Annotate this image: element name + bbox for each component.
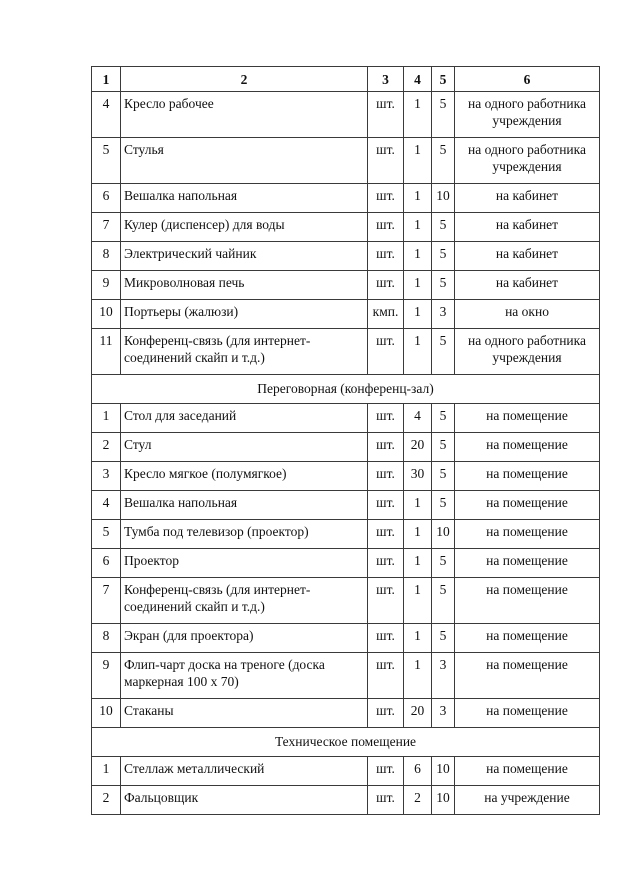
item-name-cell: Электрический чайник	[121, 242, 368, 271]
unit-of-measure-cell: шт.	[368, 624, 404, 653]
service-life-cell: 3	[432, 300, 455, 329]
item-name-cell: Экран (для проектора)	[121, 624, 368, 653]
table-row	[92, 757, 600, 786]
table-row	[92, 271, 600, 300]
quantity-cell: 1	[404, 271, 432, 300]
service-life-cell: 5	[432, 578, 455, 624]
service-life-cell: 5	[432, 271, 455, 300]
table-row	[92, 578, 600, 624]
service-life-cell: 3	[432, 699, 455, 728]
allocation-note-cell: на помещение	[455, 699, 600, 728]
unit-of-measure-cell: шт.	[368, 184, 404, 213]
allocation-note-cell: на кабинет	[455, 271, 600, 300]
section-header-conference-room	[92, 375, 600, 404]
item-name-cell: Вешалка напольная	[121, 491, 368, 520]
quantity-cell: 1	[404, 300, 432, 329]
row-number-cell: 3	[92, 462, 121, 491]
quantity-cell: 20	[404, 433, 432, 462]
service-life-cell: 5	[432, 549, 455, 578]
item-name-cell: Кресло рабочее	[121, 92, 368, 138]
row-number-cell: 1	[92, 757, 121, 786]
quantity-cell: 1	[404, 213, 432, 242]
table-row	[92, 549, 600, 578]
table-row	[92, 491, 600, 520]
row-number-cell: 2	[92, 433, 121, 462]
unit-of-measure-cell: шт.	[368, 578, 404, 624]
service-life-cell: 5	[432, 433, 455, 462]
table-row	[92, 433, 600, 462]
service-life-cell: 5	[432, 404, 455, 433]
unit-of-measure-cell: шт.	[368, 491, 404, 520]
item-name-cell: Фальцовщик	[121, 786, 368, 815]
header-cell-3: 3	[368, 67, 404, 92]
row-number-cell: 6	[92, 549, 121, 578]
allocation-note-cell: на кабинет	[455, 242, 600, 271]
unit-of-measure-cell: шт.	[368, 549, 404, 578]
table-row	[92, 213, 600, 242]
unit-of-measure-cell: шт.	[368, 242, 404, 271]
table-row	[92, 329, 600, 375]
quantity-cell: 4	[404, 404, 432, 433]
service-life-cell: 5	[432, 329, 455, 375]
table-row	[92, 300, 600, 329]
unit-of-measure-cell: шт.	[368, 462, 404, 491]
row-number-cell: 9	[92, 653, 121, 699]
item-name-cell: Кулер (диспенсер) для воды	[121, 213, 368, 242]
row-number-cell: 4	[92, 491, 121, 520]
allocation-note-cell: на помещение	[455, 624, 600, 653]
equipment-norms-table	[91, 66, 600, 815]
row-number-cell: 2	[92, 786, 121, 815]
section-header-technical-room	[92, 728, 600, 757]
service-life-cell: 10	[432, 520, 455, 549]
quantity-cell: 1	[404, 329, 432, 375]
quantity-cell: 20	[404, 699, 432, 728]
allocation-note-cell: на помещение	[455, 491, 600, 520]
service-life-cell: 5	[432, 491, 455, 520]
quantity-cell: 1	[404, 624, 432, 653]
table-row	[92, 92, 600, 138]
item-name-cell: Флип-чарт доска на треноге (доска маркерная 100 х 70)	[121, 653, 368, 699]
table-row	[92, 404, 600, 433]
quantity-cell: 1	[404, 520, 432, 549]
unit-of-measure-cell: шт.	[368, 653, 404, 699]
row-number-cell: 7	[92, 213, 121, 242]
table-row	[92, 184, 600, 213]
quantity-cell: 1	[404, 491, 432, 520]
unit-of-measure-cell: шт.	[368, 520, 404, 549]
row-number-cell: 8	[92, 242, 121, 271]
row-number-cell: 1	[92, 404, 121, 433]
row-number-cell: 11	[92, 329, 121, 375]
quantity-cell: 30	[404, 462, 432, 491]
table-row	[92, 699, 600, 728]
service-life-cell: 3	[432, 653, 455, 699]
header-cell-2: 2	[121, 67, 368, 92]
table-row	[92, 624, 600, 653]
unit-of-measure-cell: шт.	[368, 699, 404, 728]
table-row	[92, 653, 600, 699]
row-number-cell: 5	[92, 520, 121, 549]
item-name-cell: Проектор	[121, 549, 368, 578]
allocation-note-cell: на помещение	[455, 433, 600, 462]
service-life-cell: 5	[432, 213, 455, 242]
quantity-cell: 1	[404, 242, 432, 271]
item-name-cell: Стеллаж металлический	[121, 757, 368, 786]
allocation-note-cell: на помещение	[455, 462, 600, 491]
allocation-note-cell: на учреждение	[455, 786, 600, 815]
quantity-cell: 1	[404, 184, 432, 213]
item-name-cell: Стол для заседаний	[121, 404, 368, 433]
service-life-cell: 10	[432, 184, 455, 213]
header-cell-5: 5	[432, 67, 455, 92]
allocation-note-cell: на помещение	[455, 549, 600, 578]
unit-of-measure-cell: шт.	[368, 329, 404, 375]
quantity-cell: 1	[404, 653, 432, 699]
allocation-note-cell: на помещение	[455, 653, 600, 699]
item-name-cell: Портьеры (жалюзи)	[121, 300, 368, 329]
allocation-note-cell: на кабинет	[455, 184, 600, 213]
item-name-cell: Стул	[121, 433, 368, 462]
service-life-cell: 5	[432, 138, 455, 184]
header-cell-1: 1	[92, 67, 121, 92]
table-row	[92, 138, 600, 184]
table-header-row	[92, 67, 600, 92]
header-cell-4: 4	[404, 67, 432, 92]
item-name-cell: Конференц-связь (для интернет-соединений скайп и т.д.)	[121, 329, 368, 375]
row-number-cell: 10	[92, 699, 121, 728]
unit-of-measure-cell: шт.	[368, 138, 404, 184]
item-name-cell: Конференц-связь (для интернет-соединений скайп и т.д.)	[121, 578, 368, 624]
table-row	[92, 520, 600, 549]
quantity-cell: 1	[404, 92, 432, 138]
row-number-cell: 8	[92, 624, 121, 653]
row-number-cell: 6	[92, 184, 121, 213]
unit-of-measure-cell: шт.	[368, 92, 404, 138]
allocation-note-cell: на одного работника учреждения	[455, 329, 600, 375]
item-name-cell: Стаканы	[121, 699, 368, 728]
service-life-cell: 5	[432, 242, 455, 271]
item-name-cell: Кресло мягкое (полумягкое)	[121, 462, 368, 491]
allocation-note-cell: на помещение	[455, 520, 600, 549]
allocation-note-cell: на кабинет	[455, 213, 600, 242]
item-name-cell: Тумба под телевизор (проектор)	[121, 520, 368, 549]
unit-of-measure-cell: шт.	[368, 433, 404, 462]
allocation-note-cell: на окно	[455, 300, 600, 329]
unit-of-measure-cell: шт.	[368, 213, 404, 242]
allocation-note-cell: на одного работника учреждения	[455, 138, 600, 184]
section-header-conference-room-title: Переговорная (конференц-зал)	[92, 375, 600, 404]
row-number-cell: 7	[92, 578, 121, 624]
header-cell-6: 6	[455, 67, 600, 92]
unit-of-measure-cell: шт.	[368, 786, 404, 815]
section-header-technical-room-title: Техническое помещение	[92, 728, 600, 757]
unit-of-measure-cell: шт.	[368, 404, 404, 433]
item-name-cell: Вешалка напольная	[121, 184, 368, 213]
service-life-cell: 10	[432, 757, 455, 786]
row-number-cell: 10	[92, 300, 121, 329]
service-life-cell: 5	[432, 462, 455, 491]
unit-of-measure-cell: шт.	[368, 271, 404, 300]
unit-of-measure-cell: шт.	[368, 757, 404, 786]
quantity-cell: 2	[404, 786, 432, 815]
quantity-cell: 1	[404, 578, 432, 624]
item-name-cell: Микроволновая печь	[121, 271, 368, 300]
quantity-cell: 1	[404, 138, 432, 184]
allocation-note-cell: на помещение	[455, 404, 600, 433]
unit-of-measure-cell: кмп.	[368, 300, 404, 329]
item-name-cell: Стулья	[121, 138, 368, 184]
row-number-cell: 5	[92, 138, 121, 184]
service-life-cell: 5	[432, 624, 455, 653]
allocation-note-cell: на помещение	[455, 757, 600, 786]
quantity-cell: 6	[404, 757, 432, 786]
row-number-cell: 4	[92, 92, 121, 138]
service-life-cell: 5	[432, 92, 455, 138]
table-row	[92, 462, 600, 491]
allocation-note-cell: на одного работника учреждения	[455, 92, 600, 138]
table-row	[92, 786, 600, 815]
allocation-note-cell: на помещение	[455, 578, 600, 624]
quantity-cell: 1	[404, 549, 432, 578]
table-row	[92, 242, 600, 271]
row-number-cell: 9	[92, 271, 121, 300]
service-life-cell: 10	[432, 786, 455, 815]
